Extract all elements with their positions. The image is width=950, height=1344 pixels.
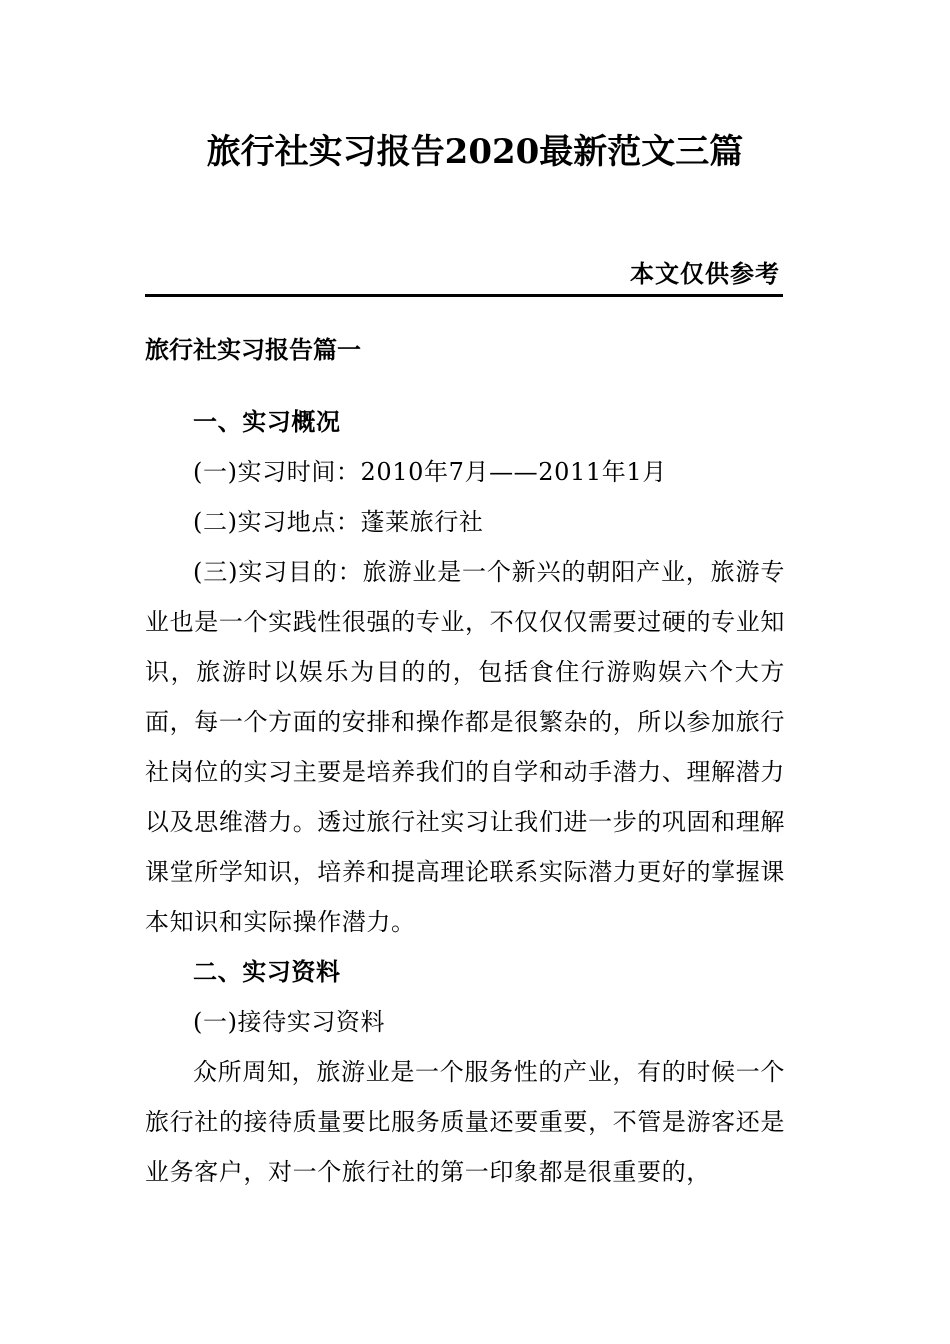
paragraph-purpose: (三)实习目的：旅游业是一个新兴的朝阳产业，旅游专业也是一个实践性很强的专业，不仅仅仅需要过硬的专业知识，旅游时以娱乐为目的的，包括食住行游购娱六个大方面，每一个方面的安排和操作都是很繁杂的，所以参加旅行社岗位的实习主要是培养我们的自学和动手潜力、理解潜力以及思维潜力。透过旅行社实习让我们进一步的巩固和理解课堂所学知识，培养和提高理论联系实际潜力更好的掌握课本知识和实际操作潜力。	[145, 558, 785, 936]
paragraph-location: (二)实习地点：蓬莱旅行社	[193, 508, 484, 536]
document-title: 旅行社实习报告2020最新范文三篇	[206, 132, 744, 172]
section-heading: 旅行社实习报告篇一	[145, 335, 361, 364]
paragraph-service: 众所周知，旅游业是一个服务性的产业，有的时候一个旅行社的接待质量要比服务质量还要重要，不管是游客还是业务客户，对一个旅行社的第一印象都是很重要的，	[145, 1058, 785, 1186]
paragraph-reception: (一)接待实习资料	[193, 1008, 386, 1036]
body-text	[145, 397, 785, 1197]
heading-content: 二、实习资料	[193, 957, 341, 986]
document-subtitle: 本文仅供参考	[630, 259, 780, 288]
heading-overview: 一、实习概况	[193, 407, 341, 436]
header-divider	[145, 294, 783, 297]
paragraph-time: (一)实习时间：2010年7月——2011年1月	[193, 458, 667, 486]
